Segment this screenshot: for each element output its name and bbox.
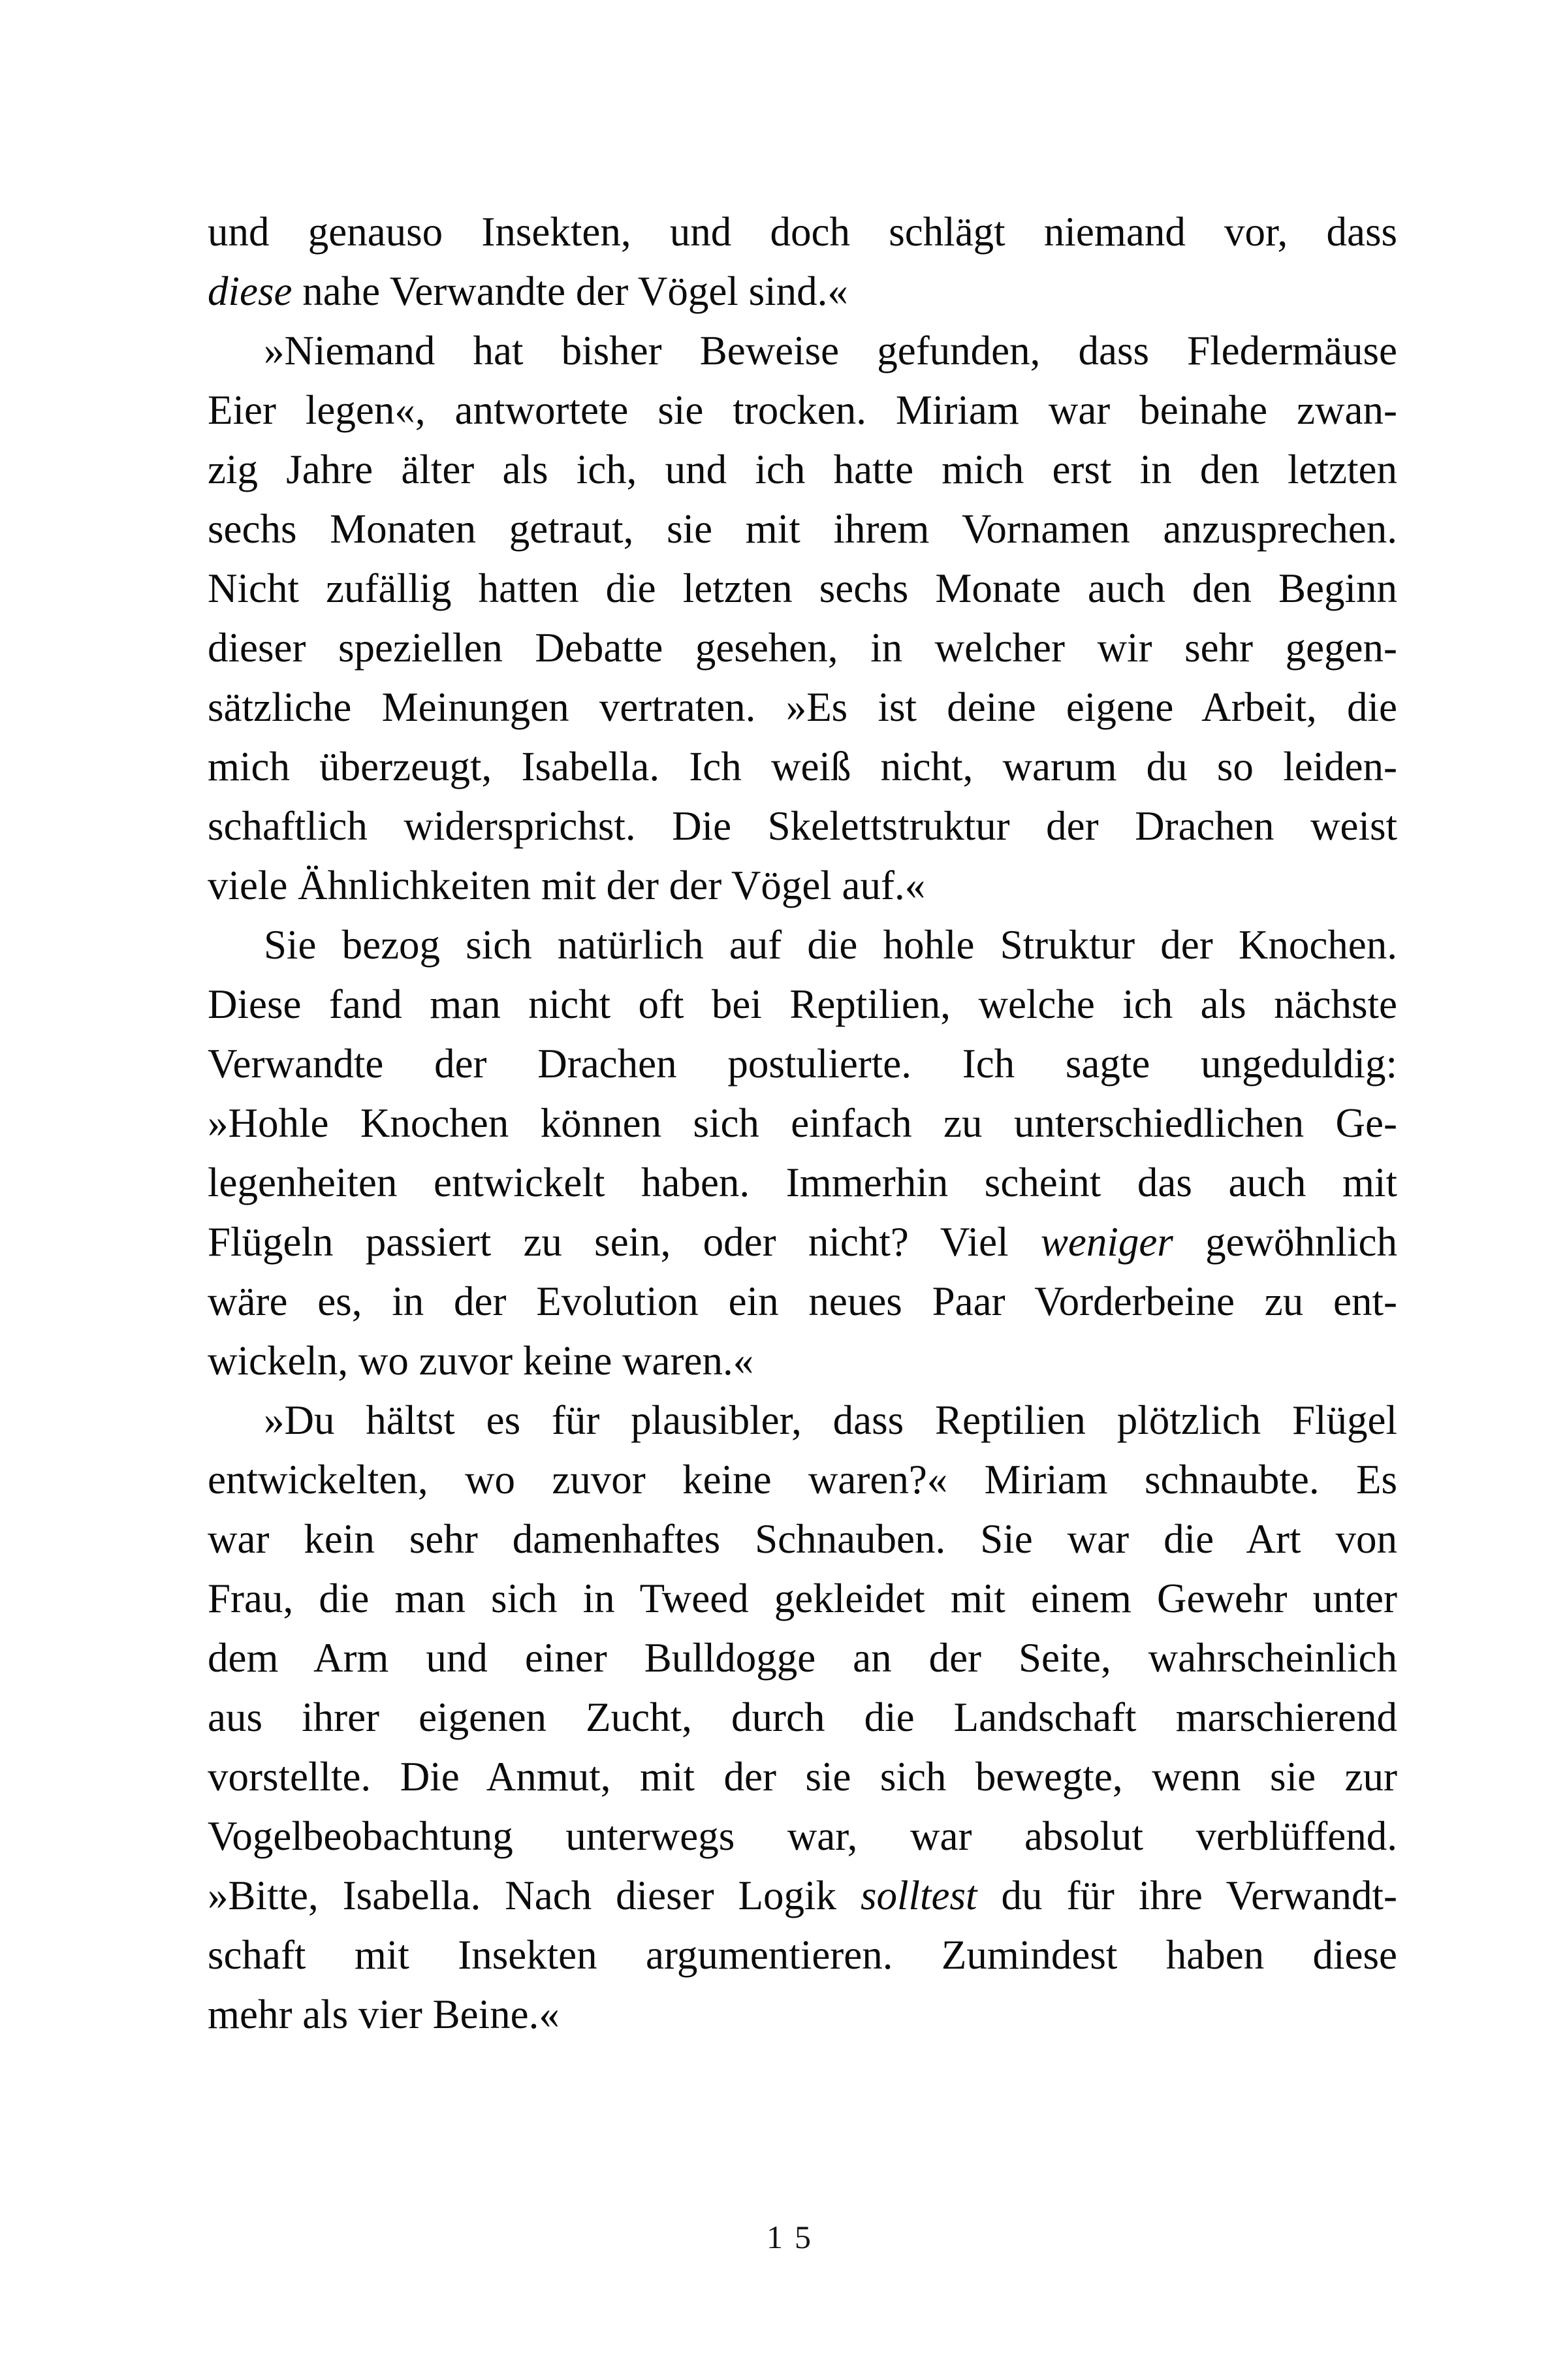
text-line (208, 1153, 1397, 1213)
text-segment: war kein sehr damenhaftes Schnauben. Sie war die Art von (208, 1516, 1397, 1562)
text-segment: sätzliche Meinungen vertraten. »Es ist deine eigene Arbeit, die (208, 684, 1397, 730)
text-line (208, 1569, 1397, 1628)
text-segment: diese (208, 268, 293, 314)
text-line (208, 500, 1397, 559)
text-segment: vorstellte. Die Anmut, mit der sie sich bewegte, wenn sie zur (208, 1754, 1397, 1800)
text-segment: dieser speziellen Debatte gesehen, in welcher wir sehr gegen- (208, 625, 1397, 671)
text-segment: mich überzeugt, Isabella. Ich weiß nicht, warum du so leiden- (208, 744, 1397, 789)
text-line (208, 440, 1397, 500)
text-line (208, 737, 1397, 797)
text-segment: wäre es, in der Evolution ein neues Paar Vorderbeine zu ent- (208, 1278, 1397, 1324)
text-line (208, 1926, 1397, 1985)
text-segment: Nicht zufällig hatten die letzten sechs Monate auch den Beginn (208, 565, 1397, 611)
text-segment: legenheiten entwickelt haben. Immerhin scheint das auch mit (208, 1160, 1397, 1205)
text-segment: gewöhnlich (1173, 1219, 1397, 1265)
text-segment: solltest (861, 1873, 977, 1918)
text-line (208, 797, 1397, 856)
text-line (208, 381, 1397, 440)
text-segment: mehr als vier Beine.« (208, 1991, 560, 2037)
page-number: 15 (767, 2219, 823, 2255)
text-segment: Sie bezog sich natürlich auf die hohle Struktur der Knochen. (264, 922, 1397, 968)
text-segment: »Bitte, Isabella. Nach dieser Logik (208, 1873, 861, 1918)
text-segment: dem Arm und einer Bulldogge an der Seite, wahrscheinlich (208, 1635, 1397, 1681)
text-segment: aus ihrer eigenen Zucht, durch die Landschaft marschierend (208, 1694, 1397, 1740)
text-segment: Vogelbeobachtung unterwegs war, war absolut verblüffend. (208, 1813, 1397, 1859)
text-segment: wickeln, wo zuvor keine waren.« (208, 1338, 754, 1384)
text-line (208, 1272, 1397, 1331)
text-segment: schaft mit Insekten argumentieren. Zumindest haben diese (208, 1932, 1397, 1978)
text-line (208, 618, 1397, 678)
text-segment: Frau, die man sich in Tweed gekleidet mit einem Gewehr unter (208, 1576, 1397, 1621)
text-line (208, 262, 1397, 321)
text-segment: entwickelten, wo zuvor keine waren?« Miriam schnaubte. Es (208, 1457, 1397, 1502)
text-line (208, 559, 1397, 618)
text-line (208, 915, 1397, 975)
text-line (208, 1094, 1397, 1153)
text-line (208, 1213, 1397, 1272)
text-block (208, 202, 1397, 2044)
text-segment: »Niemand hat bisher Beweise gefunden, dass Fledermäuse (264, 328, 1397, 373)
text-segment: Flügeln passiert zu sein, oder nicht? Viel (208, 1219, 1041, 1265)
text-segment: »Du hältst es für plausibler, dass Reptilien plötzlich Flügel (264, 1397, 1397, 1443)
text-line (208, 1688, 1397, 1747)
text-line (208, 1331, 1397, 1391)
text-line (208, 1747, 1397, 1807)
text-line (208, 1628, 1397, 1688)
text-line (208, 678, 1397, 737)
text-segment: schaftlich widersprichst. Die Skelettstruktur der Drachen weist (208, 803, 1397, 849)
text-line (208, 1807, 1397, 1866)
text-segment: »Hohle Knochen können sich einfach zu unterschiedlichen Ge- (208, 1100, 1397, 1146)
text-segment: Eier legen«, antwortete sie trocken. Miriam war beinahe zwan- (208, 387, 1397, 433)
text-line (208, 1985, 1397, 2044)
text-segment: und genauso Insekten, und doch schlägt niemand vor, dass (208, 209, 1397, 255)
text-segment: viele Ähnlichkeiten mit der der Vögel auf.« (208, 863, 926, 908)
text-line (208, 202, 1397, 262)
text-line (208, 1034, 1397, 1094)
text-segment: zig Jahre älter als ich, und ich hatte mich erst in den letzten (208, 447, 1397, 492)
text-line (208, 1510, 1397, 1569)
text-line (208, 321, 1397, 381)
text-line (208, 856, 1397, 915)
text-line (208, 1450, 1397, 1510)
text-segment: du für ihre Verwandt- (977, 1873, 1397, 1918)
text-segment: nahe Verwandte der Vögel sind.« (292, 268, 848, 314)
text-segment: Diese fand man nicht oft bei Reptilien, welche ich als nächste (208, 981, 1397, 1027)
text-segment: Verwandte der Drachen postulierte. Ich sagte ungeduldig: (208, 1041, 1397, 1087)
text-line (208, 1866, 1397, 1926)
text-line (208, 975, 1397, 1034)
folio-container (0, 2219, 1567, 2255)
text-segment: weniger (1040, 1219, 1173, 1265)
text-segment: sechs Monaten getraut, sie mit ihrem Vornamen anzusprechen. (208, 506, 1397, 552)
text-line (208, 1391, 1397, 1450)
